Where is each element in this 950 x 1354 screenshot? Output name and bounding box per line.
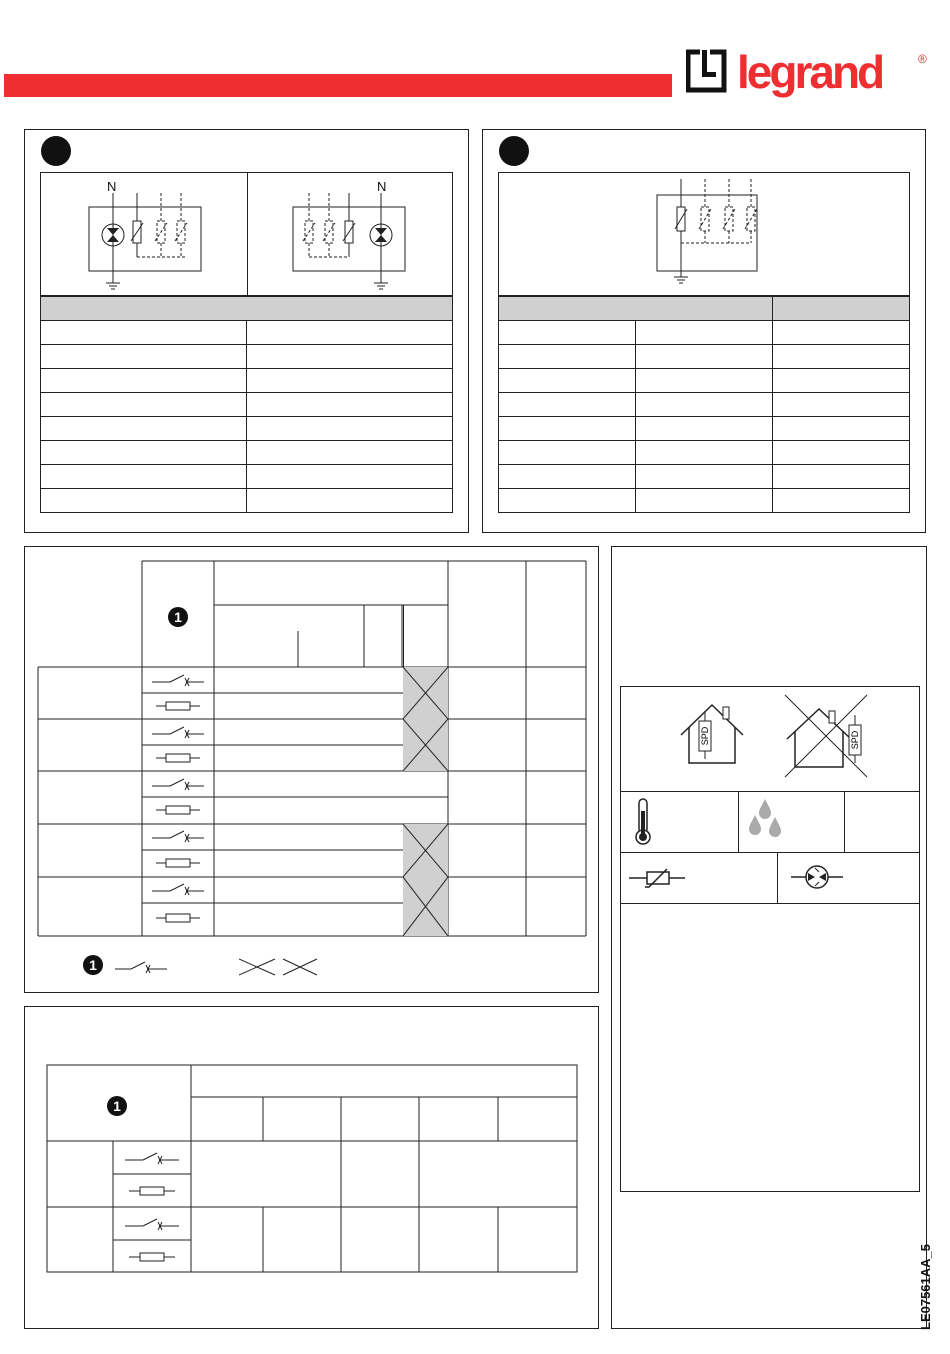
house-spd-label: SPD [700,726,710,746]
thermometer-icon [633,797,653,847]
panel-installation [611,546,927,1329]
fuse-icon [142,850,214,876]
section-badge-a [41,136,71,166]
breaker-icon [142,876,214,903]
na-cell-3 [403,824,448,877]
table-header-cell [773,297,910,321]
n-label-right: N [377,179,387,194]
table-row [41,417,453,441]
table-row [41,465,453,489]
diagram-frame-right [498,172,910,296]
breaker-icon [142,719,214,745]
n-label-left: N [107,179,117,194]
env-col-divider-2 [844,791,845,852]
header-red-bar [4,74,672,97]
table-header-cell [499,297,773,321]
table-row [499,417,910,441]
no-spd-house-icon [779,693,875,779]
spd-diagram-right-icon [287,191,417,291]
spd-house-icon [677,699,747,765]
box-divider [621,903,919,904]
legend-marker-1: 1 [83,955,103,975]
device-icons-column [142,667,214,933]
box-divider [621,852,919,853]
table-row [499,369,910,393]
fuse-icon [113,1178,191,1204]
breaker-icon [113,1145,191,1171]
cross-legend-icon [239,957,319,977]
fuse-icon [142,903,214,933]
table-row [499,345,910,369]
spec-table-right [498,296,910,513]
house-spd-label-crossed: SPD [850,730,860,750]
header-marker-1: 1 [168,607,188,627]
coordination-marker-1: 1 [107,1096,127,1116]
spd-diagram-4pole-icon [635,177,775,289]
spec-table-left [40,296,453,513]
table-header-row [41,297,453,321]
document-code: LE07561AA_5 [918,1244,933,1330]
na-cell-2 [403,719,448,771]
panel-wiring-right [482,129,926,533]
table-row [499,489,910,513]
breaker-icon [113,1211,191,1237]
table-row [41,441,453,465]
registered-mark: ® [918,52,927,66]
panel-coordination [24,1006,599,1329]
brand-name: legrand [737,46,883,98]
table-row [41,345,453,369]
na-cell-1 [403,667,448,719]
fuse-icon [142,745,214,771]
tech-col-divider [777,852,778,903]
panel-protection [24,546,599,993]
fuse-icon [142,797,214,823]
breaker-icon [142,771,214,797]
table-row [41,489,453,513]
na-cell-4 [403,877,448,936]
diagram-frame-left [40,172,453,296]
table-row [499,393,910,417]
panel-wiring-left [24,129,469,533]
legrand-logo-icon [686,46,732,96]
installation-box [620,686,920,1192]
table-row [41,393,453,417]
breaker-icon [111,955,171,977]
spd-diagram-left-icon [81,191,211,291]
table-row [499,441,910,465]
breaker-icon [142,823,214,850]
fuse-icon [113,1244,191,1270]
diagram-divider [247,173,248,295]
humidity-icon [747,797,787,841]
table-row [499,465,910,489]
table-lines [25,547,600,994]
varistor-icon [627,863,687,893]
box-divider [621,791,919,792]
section-badge-b [499,136,529,166]
gray-frame [403,605,404,667]
breaker-icon [142,667,214,693]
coordination-table-lines [25,1007,600,1330]
spark-gap-icon [789,861,845,893]
fuse-icon [142,693,214,719]
table-row [499,321,910,345]
env-col-divider-1 [738,791,739,852]
table-row [41,321,453,345]
table-row [41,369,453,393]
